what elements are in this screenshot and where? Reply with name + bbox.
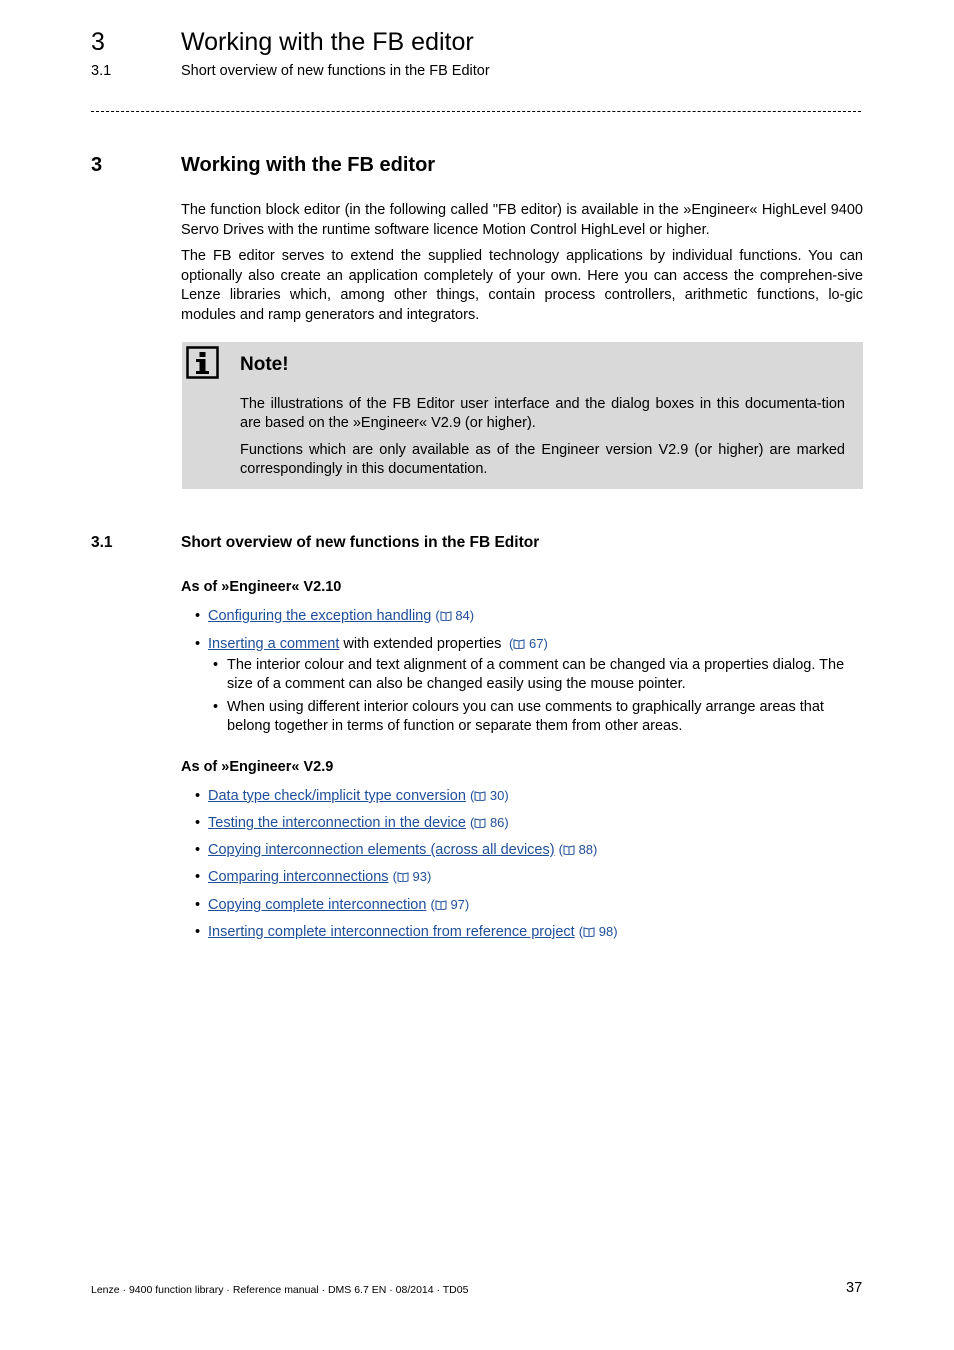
chapter-title: Working with the FB editor	[181, 154, 436, 176]
list-item	[195, 895, 469, 915]
link-inserting-comment[interactable]: Inserting a comment	[208, 636, 340, 652]
page-ref-number: 67	[529, 636, 544, 651]
bullet: •	[195, 608, 201, 624]
header-section-number: 3.1	[91, 63, 112, 79]
intro-paragraph-2: The FB editor serves to extend the supplied technology applications by individual functions. You can optionally also create an application completely of your own. Here you can access the comprehen-sive Lenze libraries which, among other things, contain process controllers, arithmetic functions, lo-gic modules and ramp generators and integrators.	[181, 248, 863, 323]
page-ref[interactable]: ( 86)	[469, 815, 509, 830]
list-item	[195, 634, 548, 654]
bullet: •	[195, 842, 201, 858]
page-ref[interactable]: ( 88)	[558, 842, 598, 857]
book-icon	[397, 872, 409, 882]
header-divider	[91, 111, 861, 112]
link-comparing-interconnections[interactable]: Comparing interconnections	[208, 869, 389, 885]
header-chapter-title: Working with the FB editor	[181, 28, 474, 56]
list-item	[195, 867, 431, 887]
list-item	[195, 786, 509, 806]
page-ref-number: 84	[455, 608, 470, 623]
section-title: Short overview of new functions in the FB Editor	[181, 534, 540, 551]
link-inserting-reference[interactable]: Inserting complete interconnection from reference project	[208, 924, 575, 940]
note-title: Note!	[240, 354, 289, 375]
list-item	[195, 840, 597, 860]
page-number: 37	[846, 1280, 863, 1296]
page-ref-number: 93	[412, 869, 428, 884]
page-ref-number: 86	[489, 815, 505, 830]
footer-text: Lenze · 9400 function library · Reference manual · DMS 6.7 EN · 08/2014 · TD05	[91, 1284, 469, 1296]
link-exception-handling[interactable]: Configuring the exception handling	[208, 608, 432, 624]
page-ref[interactable]: ( 97)	[430, 897, 470, 912]
book-icon	[435, 900, 447, 910]
page-ref[interactable]: ( 30)	[469, 788, 509, 803]
link-copying-elements[interactable]: Copying interconnection elements (across all devices)	[208, 842, 555, 858]
sub-list-text: When using different interior colours you can use comments to graphically arrange areas that belong together in terms of function or separate them from other areas.	[227, 699, 824, 734]
note-paragraph-2: Functions which are only available as of the Engineer version V2.9 (or higher) are marked correspondingly in this documentation.	[240, 442, 845, 477]
page-ref[interactable]: ( 93)	[392, 869, 432, 884]
list-item	[195, 813, 509, 833]
book-icon	[440, 611, 452, 621]
bullet: •	[213, 657, 219, 673]
heading-v210: As of »Engineer« V2.10	[181, 579, 342, 595]
sub-list-text: The interior colour and text alignment of a comment can be changed via a properties dialog. The size of a comment can also be changed easily using the mouse pointer.	[227, 657, 845, 692]
link-testing-interconnection[interactable]: Testing the interconnection in the device	[208, 815, 466, 831]
book-icon	[513, 639, 525, 649]
bullet: •	[213, 699, 219, 715]
page-ref-number: 97	[450, 897, 465, 912]
book-icon	[474, 791, 486, 801]
link-data-type-check[interactable]: Data type check/implicit type conversion	[208, 788, 466, 804]
heading-v29: As of »Engineer« V2.9	[181, 759, 334, 775]
page-ref[interactable]: ( 67)	[505, 636, 548, 651]
book-icon	[563, 845, 575, 855]
page-ref[interactable]: ( 98)	[578, 924, 618, 939]
intro-paragraph-1: The function block editor (in the following called "FB editor) is available in the »Engineer« HighLevel 9400 Servo Drives with the runtime software licence Motion Control HighLevel or higher.	[181, 202, 863, 238]
section-number: 3.1	[91, 534, 113, 551]
bullet: •	[195, 869, 201, 885]
book-icon	[583, 927, 595, 937]
list-item	[195, 922, 618, 942]
bullet: •	[195, 815, 201, 831]
sub-list-item	[213, 698, 863, 736]
list-item-suffix: with extended properties	[339, 636, 502, 652]
chapter-number: 3	[91, 154, 103, 176]
page-ref-number: 30	[489, 788, 505, 803]
header-chapter-number: 3	[91, 28, 105, 56]
note-paragraph-1: The illustrations of the FB Editor user interface and the dialog boxes in this documenta-tion are based on the »Engineer« V2.9 (or higher).	[240, 396, 845, 431]
page-ref-number: 88	[578, 842, 594, 857]
info-icon	[186, 346, 219, 379]
book-icon	[474, 818, 486, 828]
list-item	[195, 606, 474, 626]
sub-list-item	[213, 656, 863, 694]
bullet: •	[195, 897, 201, 913]
link-copying-complete[interactable]: Copying complete interconnection	[208, 897, 427, 913]
page-ref[interactable]: ( 84)	[435, 608, 475, 623]
header-section-title: Short overview of new functions in the FB Editor	[181, 63, 490, 79]
note-box	[182, 342, 863, 489]
bullet: •	[195, 788, 201, 804]
bullet: •	[195, 924, 201, 940]
page-ref-number: 98	[598, 924, 614, 939]
bullet: •	[195, 636, 201, 652]
